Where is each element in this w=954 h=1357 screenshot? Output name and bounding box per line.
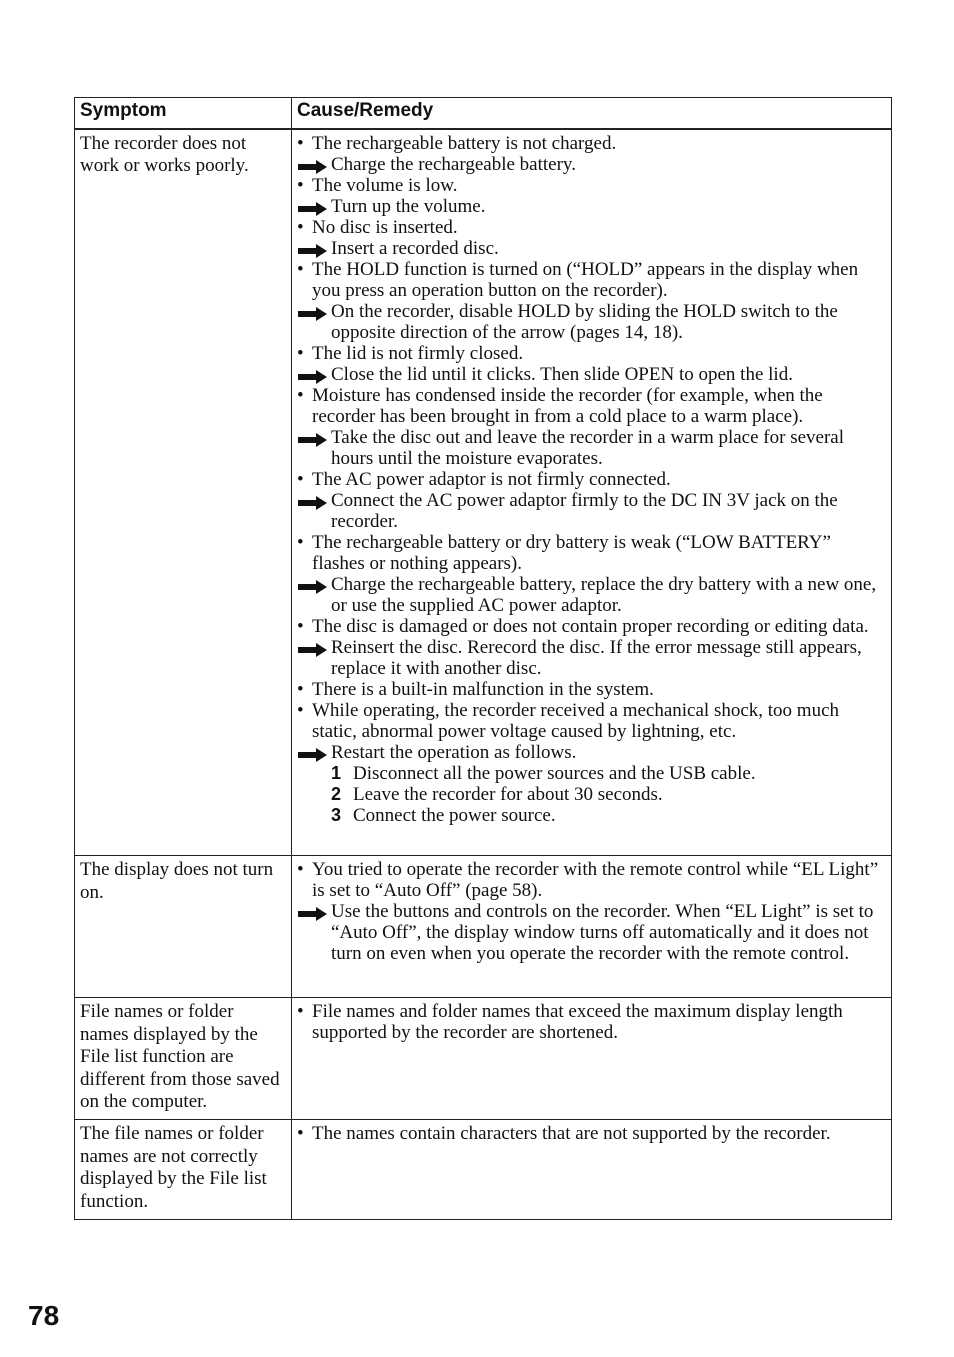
remedy-item bbox=[297, 637, 887, 679]
cause-remedy-cell bbox=[292, 998, 892, 1120]
cause-text: The disc is damaged or does not contain proper recording or editing data. bbox=[312, 615, 869, 637]
arrow-right-icon bbox=[298, 307, 327, 321]
remedy-text: Close the lid until it clicks. Then slide OPEN to open the lid. bbox=[331, 363, 793, 385]
cause-item: • The lid is not firmly closed. bbox=[297, 342, 524, 364]
cause-item: • The names contain characters that are not supported by the recorder. bbox=[297, 1123, 831, 1144]
cause-text: The rechargeable battery or dry battery is weak (“LOW BATTERY” flashes or nothing appears). bbox=[312, 531, 831, 574]
cause-remedy-header: Cause/Remedy bbox=[292, 98, 892, 129]
restart-step bbox=[297, 784, 887, 805]
arrow-right-icon bbox=[298, 907, 327, 921]
remedy-item bbox=[297, 742, 887, 763]
cause-text: The lid is not firmly closed. bbox=[312, 342, 524, 364]
remedy-text: Reinsert the disc. Rerecord the disc. If the error message still appears, replace it with another disc. bbox=[331, 636, 862, 679]
symptom-cell: The display does not turn on. bbox=[75, 856, 292, 998]
table-row bbox=[75, 998, 892, 1120]
remedy-item bbox=[297, 154, 887, 175]
step-number: 2 bbox=[331, 783, 342, 804]
arrow-right-icon bbox=[298, 643, 327, 657]
cause-item: • Moisture has condensed inside the recorder (for example, when the recorder has been brought in from a cold place to a warm place). bbox=[297, 384, 823, 427]
symptom-cell: File names or folder names displayed by the File list function are different from those saved on the computer. bbox=[75, 998, 292, 1120]
cause-text: File names and folder names that exceed the maximum display length supported by the recorder are shortened. bbox=[312, 1001, 843, 1043]
cause-remedy-cell bbox=[292, 129, 892, 856]
cause-item: • The volume is low. bbox=[297, 174, 458, 196]
cause-text: You tried to operate the recorder with the remote control while “EL Light” is set to “Auto Off” (page 58). bbox=[312, 859, 879, 901]
remedy-text: Charge the rechargeable battery, replace the dry battery with a new one, or use the supplied AC power adaptor. bbox=[331, 573, 877, 616]
symptom-cell: The recorder does not work or works poorly. bbox=[75, 129, 292, 856]
remedy-item bbox=[297, 238, 887, 259]
cause-item: • File names and folder names that exceed the maximum display length supported by the recorder are shortened. bbox=[297, 1001, 843, 1043]
cause-item: • No disc is inserted. bbox=[297, 216, 458, 238]
arrow-right-icon bbox=[298, 202, 327, 216]
remedy-text: Take the disc out and leave the recorder in a warm place for several hours until the moisture evaporates. bbox=[331, 426, 844, 469]
cause-remedy-cell bbox=[292, 1120, 892, 1220]
cause-item: • The HOLD function is turned on (“HOLD” appears in the display when you press an operation button on the recorder). bbox=[297, 258, 859, 301]
cause-item: • The rechargeable battery is not charged. bbox=[297, 132, 617, 154]
arrow-right-icon bbox=[298, 496, 327, 510]
cause-text: While operating, the recorder received a mechanical shock, too much static, abnormal power voltage caused by lightning, etc. bbox=[312, 699, 840, 742]
step-text: Disconnect all the power sources and the USB cable. bbox=[353, 762, 756, 784]
table-header-row bbox=[75, 98, 892, 129]
table-row bbox=[75, 856, 892, 998]
table-row bbox=[75, 1120, 892, 1220]
step-number: 3 bbox=[331, 804, 342, 825]
cause-item: • There is a built-in malfunction in the system. bbox=[297, 678, 654, 700]
cause-remedy-cell bbox=[292, 856, 892, 998]
remedy-text: Charge the rechargeable battery. bbox=[331, 153, 576, 175]
arrow-right-icon bbox=[298, 370, 327, 384]
table-row bbox=[75, 129, 892, 856]
arrow-right-icon bbox=[298, 244, 327, 258]
cause-text: The rechargeable battery is not charged. bbox=[312, 132, 617, 154]
cause-item: • The disc is damaged or does not contain proper recording or editing data. bbox=[297, 615, 869, 637]
remedy-item bbox=[297, 427, 887, 469]
cause-text: Moisture has condensed inside the recorder (for example, when the recorder has been brought in from a cold place to a warm place). bbox=[312, 384, 823, 427]
cause-item: • While operating, the recorder received a mechanical shock, too much static, abnormal power voltage caused by lightning, etc. bbox=[297, 699, 840, 742]
step-text: Connect the power source. bbox=[353, 804, 556, 826]
remedy-item bbox=[297, 364, 887, 385]
restart-step bbox=[297, 805, 887, 826]
cause-text: The HOLD function is turned on (“HOLD” appears in the display when you press an operation button on the recorder). bbox=[312, 258, 859, 301]
arrow-right-icon bbox=[298, 748, 327, 762]
remedy-text: Turn up the volume. bbox=[331, 195, 486, 217]
step-text: Leave the recorder for about 30 seconds. bbox=[353, 783, 663, 805]
arrow-right-icon bbox=[298, 160, 327, 174]
remedy-text: Use the buttons and controls on the recorder. When “EL Light” is set to “Auto Off”, the display window turns off automatically and it does not turn on even when you operate the recorder with the remote control. bbox=[331, 901, 874, 964]
troubleshooting-table bbox=[74, 97, 892, 1220]
cause-text: The names contain characters that are not supported by the recorder. bbox=[312, 1123, 831, 1144]
cause-item: • The rechargeable battery or dry battery is weak (“LOW BATTERY” flashes or nothing appears). bbox=[297, 531, 831, 574]
cause-item: • The AC power adaptor is not firmly connected. bbox=[297, 468, 671, 490]
step-number: 1 bbox=[331, 762, 342, 783]
remedy-text: Restart the operation as follows. bbox=[331, 741, 577, 763]
cause-text: The AC power adaptor is not firmly connected. bbox=[312, 468, 671, 490]
arrow-right-icon bbox=[298, 580, 327, 594]
remedy-item bbox=[297, 901, 887, 964]
remedy-item bbox=[297, 574, 887, 616]
remedy-text: Connect the AC power adaptor firmly to the DC IN 3V jack on the recorder. bbox=[331, 489, 838, 532]
cause-text: The volume is low. bbox=[312, 174, 458, 196]
remedy-text: On the recorder, disable HOLD by sliding the HOLD switch to the opposite direction of the arrow (pages 14, 18). bbox=[331, 300, 838, 343]
symptom-cell: The file names or folder names are not correctly displayed by the File list function. bbox=[75, 1120, 292, 1220]
remedy-item bbox=[297, 490, 887, 532]
restart-step bbox=[297, 763, 887, 784]
remedy-item bbox=[297, 196, 887, 217]
remedy-text: Insert a recorded disc. bbox=[331, 237, 499, 259]
cause-text: There is a built-in malfunction in the system. bbox=[312, 678, 654, 700]
page-number: 78 bbox=[28, 1300, 60, 1331]
symptom-header: Symptom bbox=[75, 98, 292, 129]
arrow-right-icon bbox=[298, 433, 327, 447]
cause-text: No disc is inserted. bbox=[312, 216, 458, 238]
cause-item: • You tried to operate the recorder with the remote control while “EL Light” is set to “Auto Off” (page 58). bbox=[297, 859, 879, 901]
remedy-item bbox=[297, 301, 887, 343]
